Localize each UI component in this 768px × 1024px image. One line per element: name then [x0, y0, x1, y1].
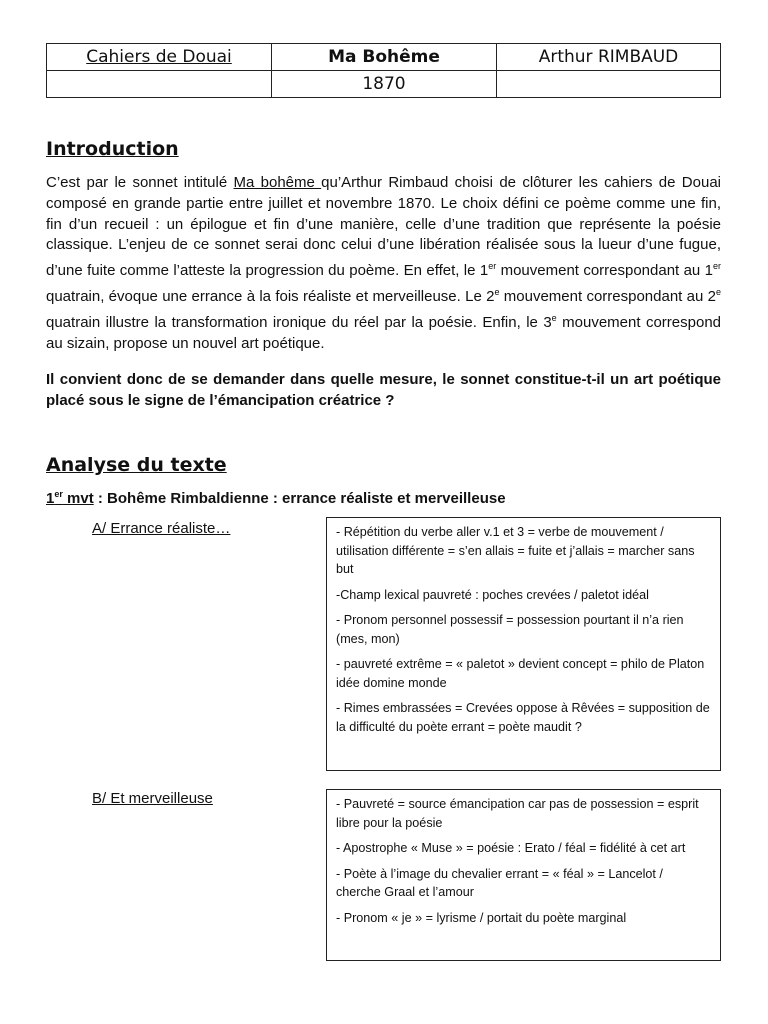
note-item: - Pronom personnel possessif = possession pourtant il n’a rien (mes, mon)	[336, 613, 684, 646]
section-b-notes-box	[326, 789, 721, 961]
section-a-notes-box	[326, 517, 721, 771]
empty-cell-left	[47, 71, 272, 98]
mvt-rest: : Bohême Rimbaldienne : errance réaliste et merveilleuse	[93, 490, 506, 507]
movement-title	[46, 489, 506, 507]
intro-text-7: mouvement correspond au sizain, propose un nouvel art poétique.	[46, 313, 722, 352]
intro-text-3: mouvement correspondant au 1	[496, 262, 713, 280]
author-cell: Arthur RIMBAUD	[497, 44, 721, 71]
note-item: - Pauvreté = source émancipation car pas de possession = esprit libre pour la poésie	[336, 797, 699, 830]
movement-number	[46, 490, 94, 507]
section-b-label: B/ Et merveilleuse	[92, 790, 213, 807]
section-a-label: A/ Errance réaliste…	[92, 520, 231, 537]
empty-cell-right	[497, 71, 721, 98]
collection-cell: Cahiers de Douai	[47, 44, 272, 71]
note-item: - Pronom « je » = lyrisme / portait du poète marginal	[336, 910, 627, 925]
intro-text-2: qu’Arthur Rimbaud choisi de clôturer les cahiers de Douai composé en grande partie entre juillet et novembre 1870. Le choix défini ce poème comme une fin, fin d’un recueil : un épilogue et fin d’une manière, celle d’une tradition que représente la poésie classique. L’enjeu de ce sonnet serai donc celui d’une libération réalisée sous la lueur d’une fugue, d’une fuite comme l’atteste la progression du poème. En effet, le 1	[46, 174, 721, 280]
note-item: - Apostrophe « Muse » = poésie : Erato / féal = fidélité à cet art	[336, 841, 686, 855]
ordinal-sup: er	[488, 261, 497, 272]
mvt-sup: er	[54, 489, 63, 499]
ordinal-sup: er	[713, 261, 722, 272]
header-row-1	[47, 44, 721, 71]
introduction-heading: Introduction	[46, 138, 179, 160]
mvt-num: 1	[46, 490, 55, 507]
analyse-heading: Analyse du texte	[46, 454, 227, 476]
poem-title-cell: Ma Bohême	[272, 44, 497, 71]
poem-title-ref: Ma bohême	[233, 174, 322, 191]
intro-text-6: quatrain illustre la transformation ironique du réel par la poésie. Enfin, le 3	[46, 313, 552, 331]
note-item: - Poète à l’image du chevalier errant = « féal » = Lancelot / cherche Graal et l’amour	[336, 866, 663, 899]
note-item: - Répétition du verbe aller v.1 et 3 = verbe de mouvement / utilisation différente = s’en allais = fuite et j’allais = marcher sans but	[336, 525, 695, 576]
ordinal-sup: e	[715, 286, 721, 297]
mvt-word: mvt	[62, 490, 94, 507]
ordinal-sup: e	[494, 286, 500, 297]
header-table	[46, 43, 721, 98]
note-item: -Champ lexical pauvreté : poches crevées / paletot idéal	[336, 587, 649, 602]
intro-text-5: mouvement correspondant au 2	[499, 287, 716, 305]
ordinal-sup: e	[551, 312, 557, 323]
note-item: - pauvreté extrême = « paletot » devient concept = philo de Platon idée domine monde	[336, 657, 705, 690]
header-row-2	[47, 71, 721, 98]
note-item: - Rimes embrassées = Crevées oppose à Rêvées = supposition de la difficulté du poète errant = poète maudit ?	[336, 701, 710, 734]
year-cell: 1870	[272, 71, 497, 98]
introduction-paragraph	[46, 173, 721, 354]
intro-text-1: C’est par le sonnet intitulé	[46, 174, 234, 191]
problematic-question: Il convient donc de se demander dans quelle mesure, le sonnet constitue-t-il un art poétique placé sous le signe de l’émancipation créatrice ?	[46, 371, 721, 409]
intro-text-4: quatrain, évoque une errance à la fois réaliste et merveilleuse. Le 2	[46, 287, 495, 305]
